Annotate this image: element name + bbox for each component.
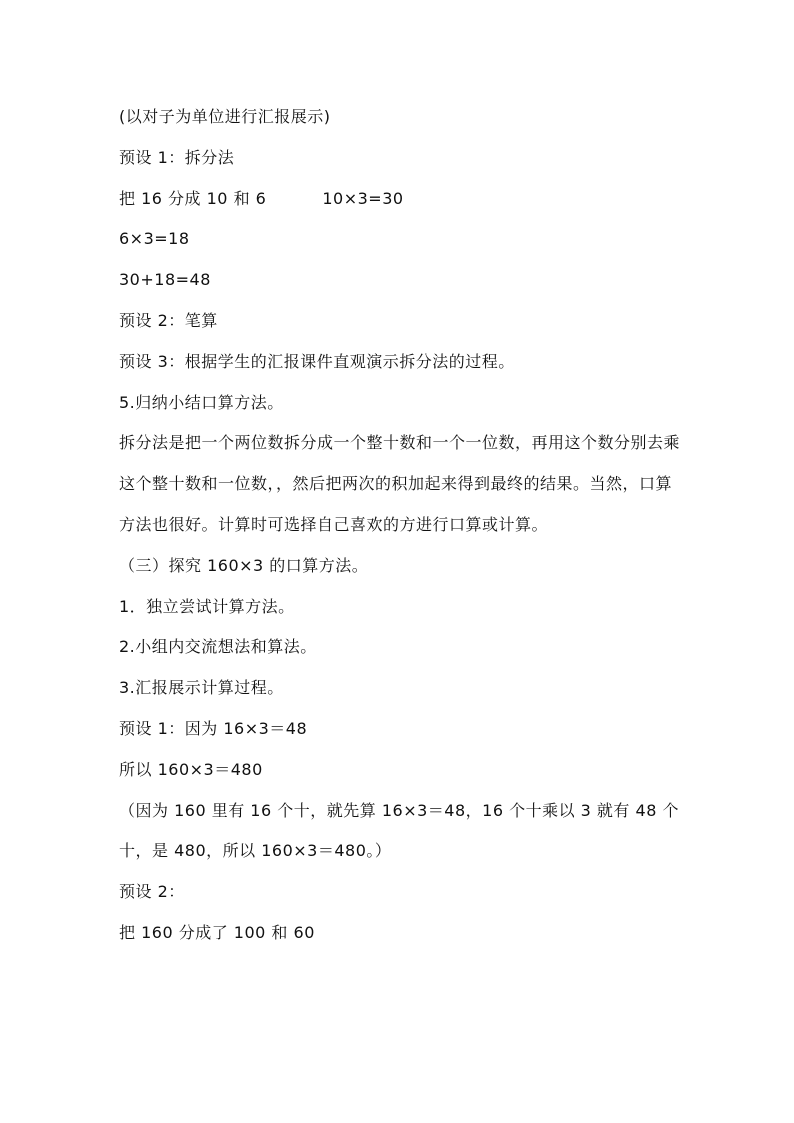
paragraph-preset-2-b: 预设 2： <box>119 882 185 902</box>
paragraph-preset-2: 预设 2：笔算 <box>119 310 218 330</box>
paragraph-preset-1-title: 预设 1：拆分法 <box>119 147 235 167</box>
paragraph-equation-6x3: 6×3=18 <box>119 229 190 249</box>
paragraph-result-480: 所以 160×3＝480 <box>119 759 263 779</box>
paragraph-preset-3: 预设 3：根据学生的汇报课件直观演示拆分法的过程。 <box>119 351 515 371</box>
paragraph-section-3-heading: （三）探究 160×3 的口算方法。 <box>119 555 369 575</box>
paragraph-step-2: 2.小组内交流想法和算法。 <box>119 637 317 657</box>
document-body <box>119 103 684 960</box>
split-16-equation: 10×3=30 <box>322 188 404 208</box>
paragraph-step-1: 1．独立尝试计算方法。 <box>119 596 295 616</box>
paragraph-step-3: 3.汇报展示计算过程。 <box>119 678 284 698</box>
split-16-text: 把 16 分成 10 和 6 <box>119 188 267 208</box>
paragraph-split-160: 把 160 分成了 100 和 60 <box>119 922 315 942</box>
paragraph-split-16 <box>119 185 684 226</box>
paragraph-equation-sum: 30+18=48 <box>119 270 211 290</box>
paragraph-reason-explanation: （因为 160 里有 16 个十，就先算 16×3＝48，16 个十乘以 3 就有 48 个十，是 480，所以 160×3＝480。） <box>119 800 679 861</box>
paragraph-split-method-explanation: 拆分法是把一个两位数拆分成一个整十数和一个一位数，再用这个数分别去乘这个整十数和一位数，，然后把两次的积加起来得到最终的结果。当然，口算方法也很好。计算时可选择自己喜欢的方进行口算或计算。 <box>119 433 681 534</box>
paragraph-preset-1-b: 预设 1：因为 16×3＝48 <box>119 718 308 738</box>
paragraph-report-instruction: (以对子为单位进行汇报展示) <box>119 107 331 126</box>
paragraph-summary-heading: 5.归纳小结口算方法。 <box>119 392 284 412</box>
